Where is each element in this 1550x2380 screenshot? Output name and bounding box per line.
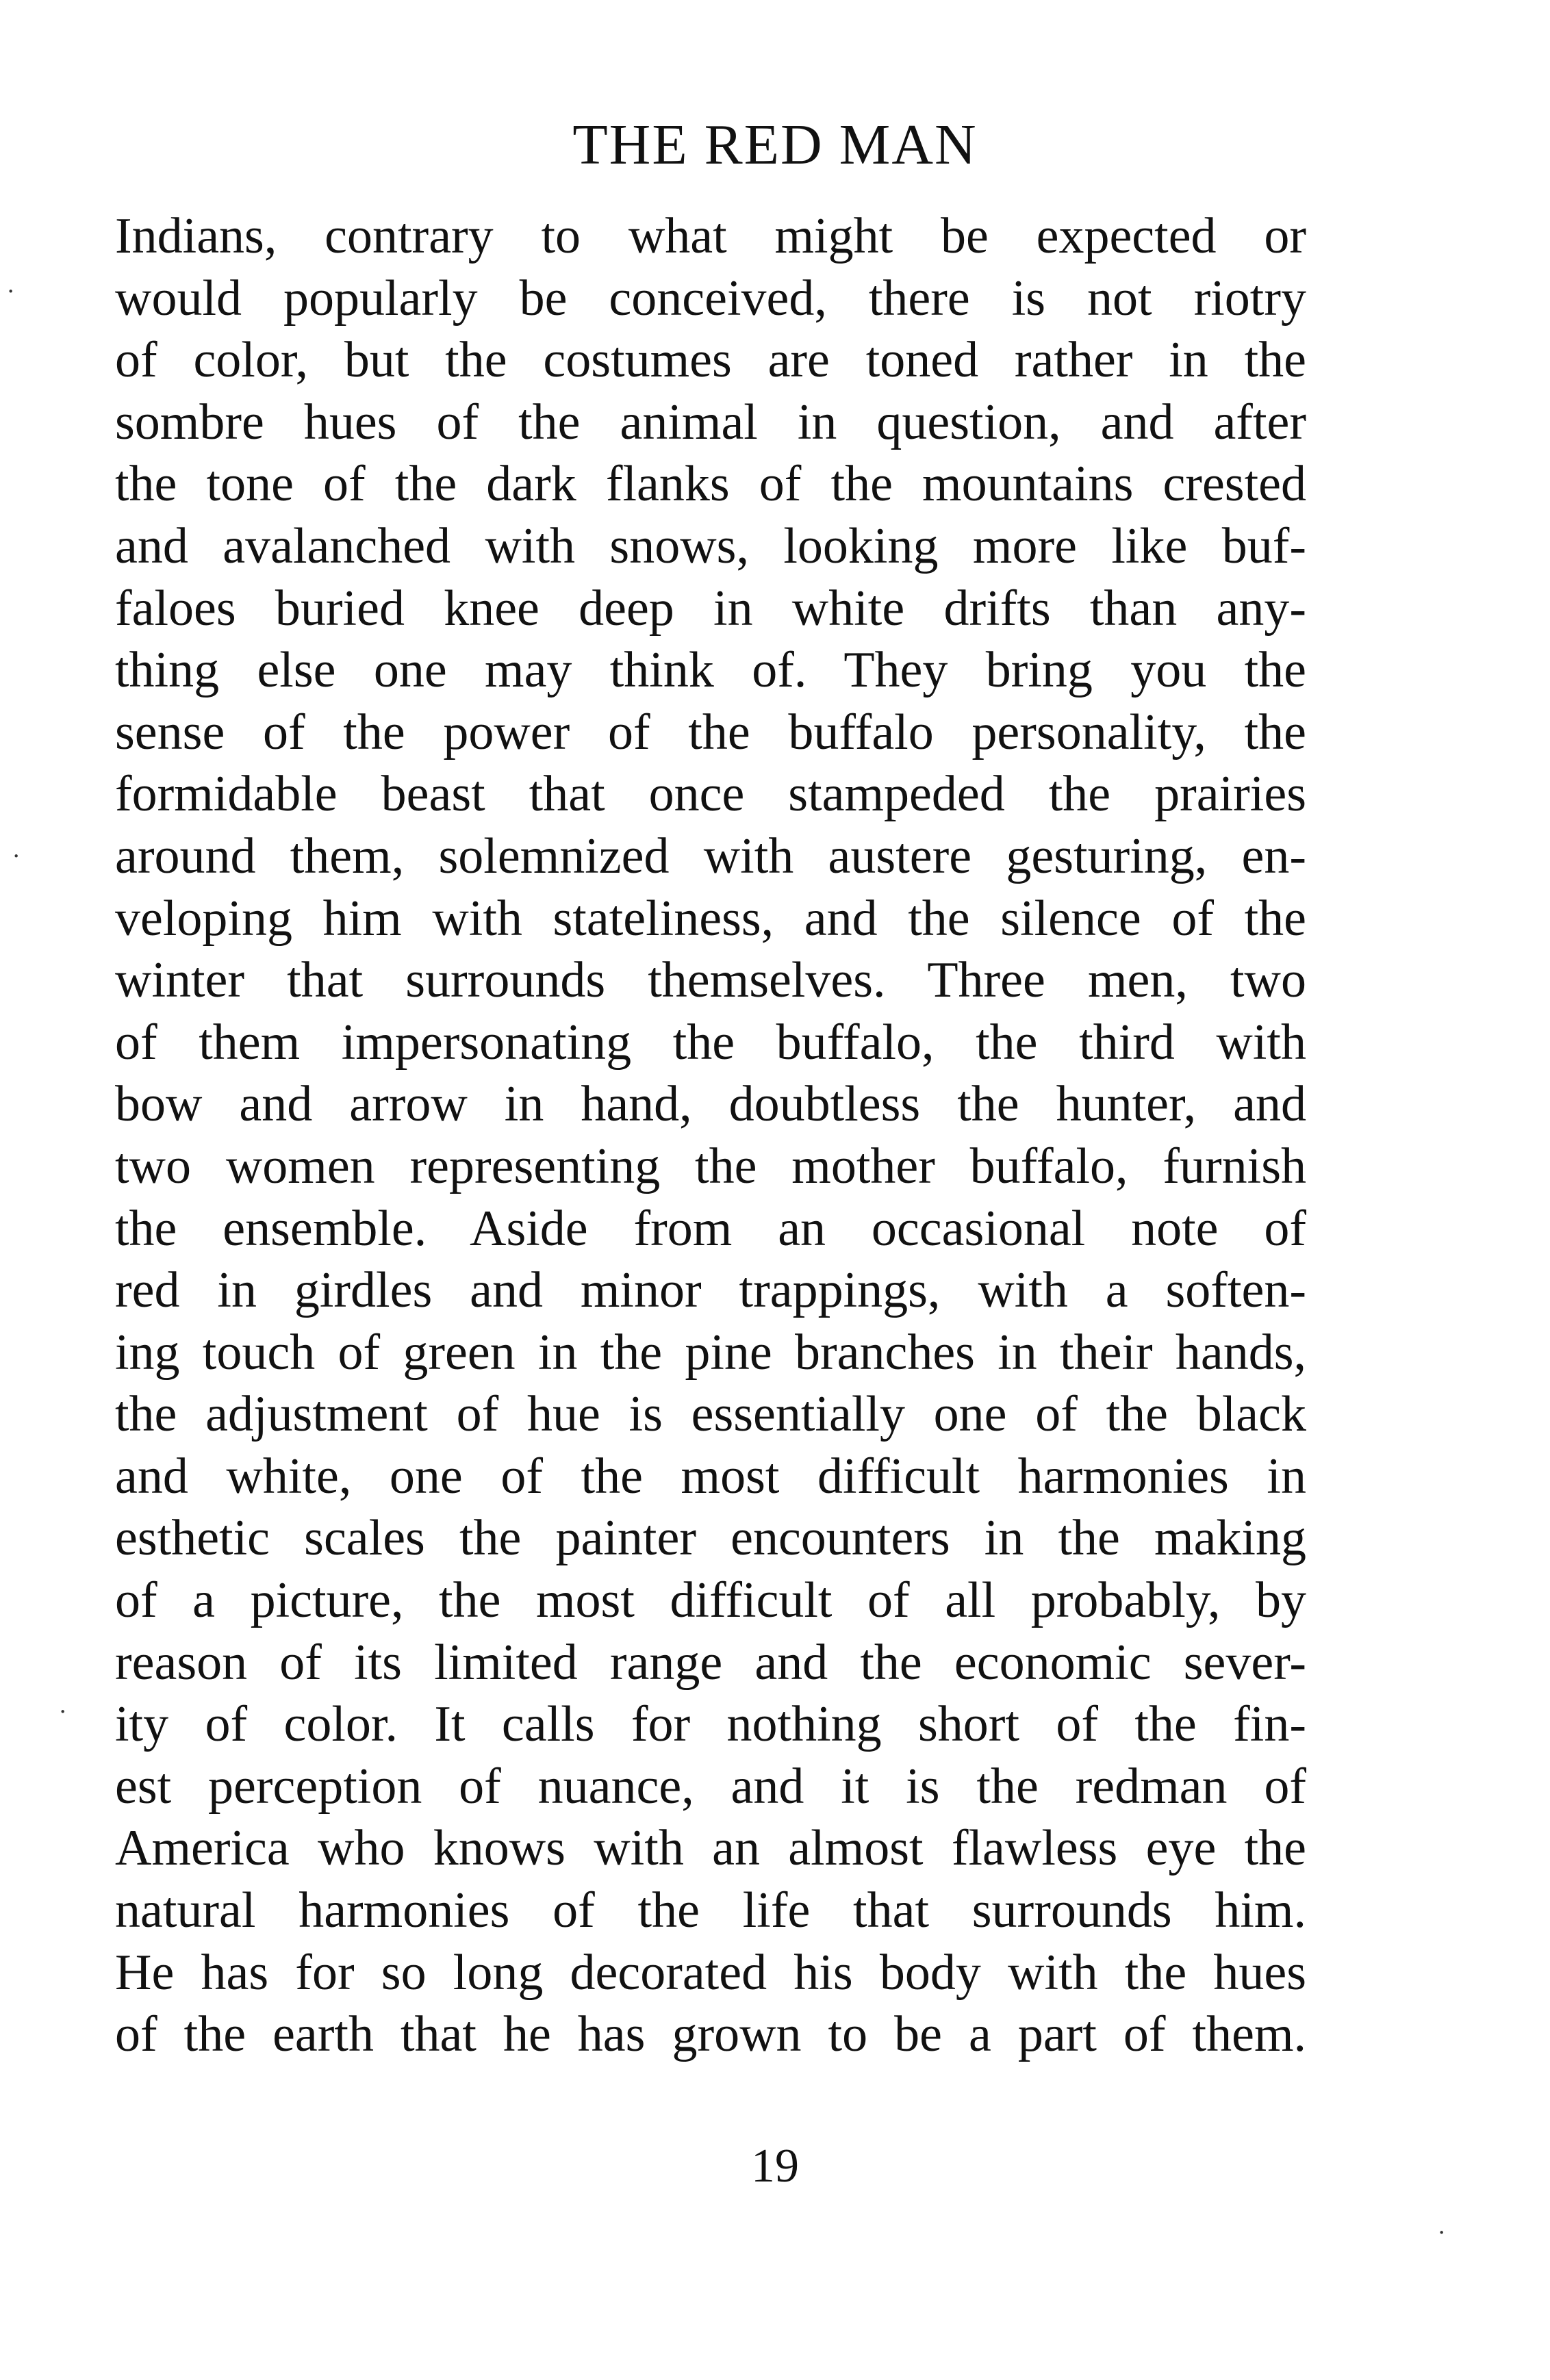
text-line: Indians, contrary to what might be expected or <box>115 208 1306 264</box>
text-line: the ensemble. Aside from an occasional note of <box>115 1200 1306 1257</box>
text-line: of them impersonating the buffalo, the third with <box>115 1014 1306 1071</box>
text-line: reason of its limited range and the economic sever- <box>115 1634 1306 1691</box>
text-line: bow and arrow in hand, doubtless the hunter, and <box>115 1076 1306 1133</box>
text-line: faloes buried knee deep in white drifts than any- <box>115 580 1306 637</box>
text-line: veloping him with stateliness, and the silence of the <box>115 890 1306 947</box>
text-line: ity of color. It calls for nothing short of the fin- <box>115 1696 1306 1753</box>
text-line: the adjustment of hue is essentially one of the black <box>115 1386 1306 1443</box>
text-line: sombre hues of the animal in question, and after <box>115 394 1306 450</box>
margin-speck-icon: ․ <box>1438 2214 1446 2239</box>
text-line: formidable beast that once stampeded the prairies <box>115 766 1306 823</box>
text-line: thing else one may think of. They bring you the <box>115 642 1306 699</box>
text-line: around them, solemnized with austere gesturing, en- <box>115 828 1306 884</box>
text-line: America who knows with an almost flawless eye the <box>115 1820 1306 1877</box>
text-line: natural harmonies of the life that surrounds him. <box>115 1882 1306 1939</box>
text-line: and white, one of the most difficult harmonies in <box>115 1448 1306 1505</box>
text-line: est perception of nuance, and it is the redman of <box>115 1758 1306 1815</box>
margin-speck-icon: ․ <box>59 1693 67 1718</box>
running-head: THE RED MAN <box>572 113 978 177</box>
page-number: 19 <box>751 2140 799 2192</box>
text-line: and avalanched with snows, looking more like buf- <box>115 517 1306 574</box>
margin-speck-icon: ․ <box>12 837 21 862</box>
text-line: of color, but the costumes are toned rather in the <box>115 332 1306 389</box>
text-line: ing touch of green in the pine branches in their hands, <box>115 1324 1306 1381</box>
body-text <box>115 205 1306 2066</box>
text-line: red in girdles and minor trappings, with a soften- <box>115 1262 1306 1319</box>
text-line: He has for so long decorated his body with the hues <box>115 1944 1306 2001</box>
text-line: two women representing the mother buffalo, furnish <box>115 1138 1306 1194</box>
text-line: the tone of the dark flanks of the mountains crested <box>115 456 1306 513</box>
text-line: sense of the power of the buffalo personality, the <box>115 704 1306 760</box>
text-line: esthetic scales the painter encounters in the making <box>115 1510 1306 1567</box>
text-line: would popularly be conceived, there is not riotry <box>115 270 1306 327</box>
text-line: of a picture, the most difficult of all probably, by <box>115 1572 1306 1629</box>
margin-speck-icon: ․ <box>7 272 15 298</box>
text-line: winter that surrounds themselves. Three men, two <box>115 952 1306 1009</box>
text-line: of the earth that he has grown to be a part of them. <box>115 2006 1306 2063</box>
